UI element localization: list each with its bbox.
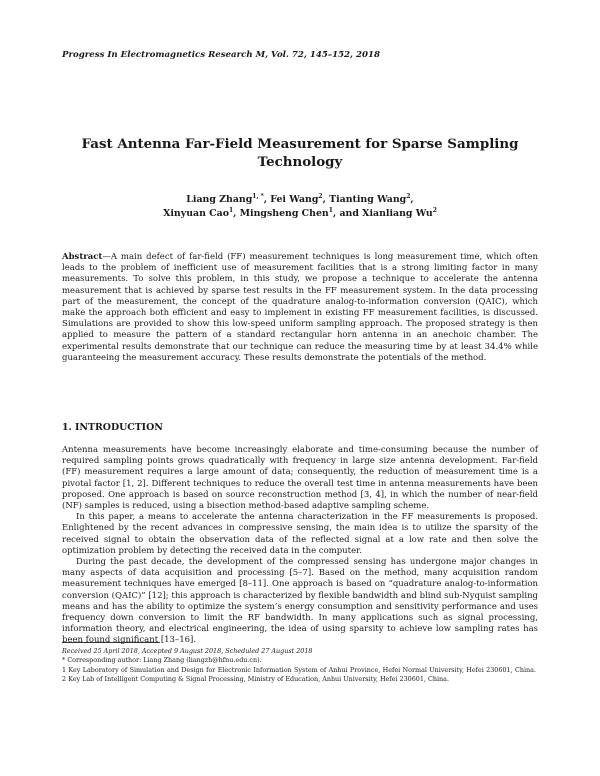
paragraph: In this paper, a means to accelerate the antenna characterization in the FF measurements is proposed. Enlightened by the recent advances in compressive sensing, the main idea is to utilize the sparsity of the received signal to obtain the observation data of the reflected signal at a low rate and then solve the optimization problem by detecting the received data in the computer. (62, 512, 538, 556)
abstract-text: —A main defect of far-field (FF) measurement techniques is long measurement time, which often leads to the problem of inefficient use of measurement facilities that is a strong limiting factor in many measurements. To solve this problem, in this study, we propose a technique to accelerate the antenna measurement that is achieved by sparse test results in the FF measurement system. In the data processing part of the measurement, the concept of the quadrature analog-to-information conversion (QAIC), which make the approach both efficient and easy to implement in existing FF measurement facilities, is discussed. Simulations are provided to show this low-speed uniform sampling approach. The proposed strategy is then applied to measure the pattern of a standard rectangular horn antenna in an anechoic chamber. The experimental results demonstrate that our technique can reduce the measuring time by at least 34.4% while guaranteeing the measurement accuracy. These results demonstrate the potentials of the method. (62, 252, 538, 363)
footnotes (62, 647, 538, 685)
affiliations (62, 666, 538, 685)
section-heading-introduction: 1. INTRODUCTION (62, 422, 163, 433)
paper-title (62, 135, 538, 171)
author-affiliation-mark: 2 (406, 193, 411, 200)
author-name: Xianliang Wu (362, 208, 433, 219)
paragraph: Antenna measurements have become increasingly elaborate and time-consuming because the number of required sampling points grows quadratically with frequency in large size antenna development. Far-field (FF) measurement requires a large amount of data; consequently, the reduction of measurement time is a pivotal factor [1, 2]. Different techniques to reduce the overall test time in antenna measurements have been proposed. One approach is based on source reconstruction method [3, 4], in which the number of near-field (NF) samples is reduced, using a bisection method-based adaptive sampling scheme. (62, 445, 538, 512)
paragraph: During the past decade, the development of the compressed sensing has undergone major changes in many aspects of data acquisition and processing [5–7]. Based on the method, many acquisition random measurement techniques have emerged [8–11]. One approach is based on “quadrature analog-to-information conversion (QAIC)” [12]; this approach is characterized by flexible bandwidth and blind sub-Nyquist sampling means and has the ability to optimize the system’s energy consumption and sensitivity performance and uses frequency down conversion to limit the RF bandwidth. In many applications such as signal processing, information theory, and electrical engineering, the idea of using sparsity to achieve low sampling rates has been found significant [13–16]. (62, 557, 538, 646)
author-separator: , (233, 208, 240, 219)
author-affiliation-mark: 1, * (252, 193, 264, 200)
author-affiliation-mark: 2 (432, 207, 437, 214)
author-name: Xinyuan Cao (163, 208, 229, 219)
author-line-2 (62, 207, 538, 221)
author-separator: , (263, 194, 271, 205)
abstract (62, 252, 538, 364)
author-name: Liang Zhang (186, 194, 253, 205)
author-name: Mingsheng Chen (239, 208, 329, 219)
author-affiliation-mark: 1 (328, 207, 333, 214)
author-line-1 (62, 193, 538, 207)
abstract-label: Abstract (62, 252, 103, 262)
author-affiliation-mark: 1 (228, 207, 234, 214)
author-separator: , (322, 194, 330, 205)
author-affiliation-mark: 2 (318, 193, 323, 200)
footnote-divider (62, 642, 160, 643)
affiliation-2: 2 Key Lab of Intelligent Computing & Signal Processing, Ministry of Education, Anhui University, Hefei 230601, China. (62, 675, 450, 684)
author-name: Fei Wang (270, 194, 319, 205)
corresponding-author-note: * Corresponding author: Liang Zhang (liangzh@hfnu.edu.cn). (62, 656, 262, 665)
author-list (62, 193, 538, 221)
affiliation-1: 1 Key Laboratory of Simulation and Design for Electronic Information System of Anhui Province, Hefei Normal University, Hefei 230601, China. (62, 665, 536, 674)
section-body-introduction (62, 445, 538, 647)
journal-header: Progress In Electromagnetics Research M, Vol. 72, 145–152, 2018 (62, 50, 380, 60)
author-name: Tianting Wang (329, 194, 407, 205)
author-separator: , (410, 194, 414, 205)
received-dates: Received 25 April 2018, Accepted 9 August 2018, Scheduled 27 August 2018 (62, 647, 313, 655)
title-line-1: Fast Antenna Far-Field Measurement for Sparse Sampling (81, 136, 519, 152)
author-separator-and: , and (332, 208, 363, 219)
title-line-2: Technology (257, 154, 343, 170)
